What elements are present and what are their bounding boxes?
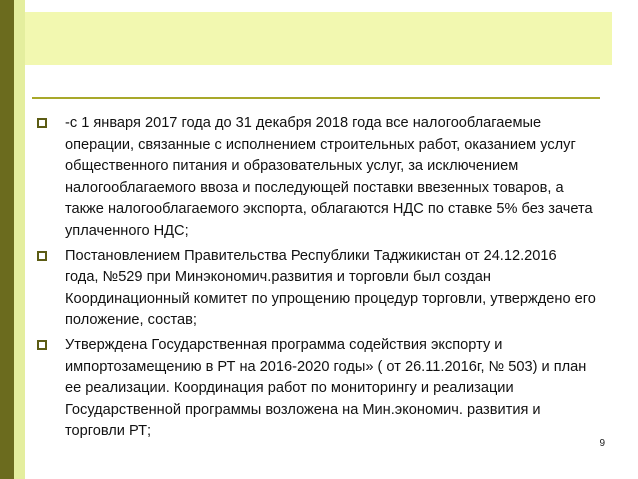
- sidebar-accent-dark: [0, 0, 14, 479]
- bullet-text-line: ее реализации. Координация работ по мониторингу и реализации: [65, 380, 514, 397]
- bullet-text-line: Утверждена Государственная программа содействия экспорту и: [65, 336, 503, 353]
- bullet-text-line: импортозамещению в РТ на 2016-2020 годы» ( от 26.11.2016г, № 503) и план: [65, 358, 587, 375]
- bullet-text-line: налогооблагаемого ввоза и последующей поставки ввезенных товаров, а: [65, 179, 564, 196]
- title-divider: [32, 97, 600, 99]
- bullet-text-line: Постановлением Правительства Республики Таджикистан от 24.12.2016: [65, 247, 557, 264]
- square-bullet-icon: [37, 251, 47, 261]
- bullet-text-line: положение, состав;: [65, 312, 197, 329]
- square-bullet-icon: [37, 118, 47, 128]
- bullet-text-line: Координационный комитет по упрощению процедур торговли, утверждено его: [65, 290, 596, 307]
- bullet-text-line: года, №529 при Минэкономич.развития и торговли был создан: [65, 269, 491, 286]
- bullet-list: [37, 113, 612, 446]
- bullet-text-line: операции, связанные с исполнением строительных работ, оказанием услуг: [65, 136, 576, 153]
- bullet-item-program: [37, 335, 612, 443]
- sidebar-accent-light: [14, 0, 25, 479]
- bullet-text-line: торговли РТ;: [65, 423, 152, 440]
- square-bullet-icon: [37, 340, 47, 350]
- title-band: [25, 12, 612, 65]
- bullet-text-line: -с 1 января 2017 года до 31 декабря 2018 года все налогооблагаемые: [65, 115, 542, 131]
- bullet-item-resolution: [37, 246, 612, 332]
- page-number: 9: [599, 438, 605, 449]
- bullet-text-line: Государственной программы возложена на Мин.экономич. развития и: [65, 401, 541, 418]
- bullet-item-vat: [37, 113, 612, 243]
- bullet-text-line: также налогооблагаемого экспорта, облагаются НДС по ставке 5% без зачета: [65, 201, 593, 218]
- bullet-text-line: общественного питания и образовательных услуг, за исключением: [65, 158, 519, 175]
- bullet-text-line: уплаченного НДС;: [65, 222, 189, 239]
